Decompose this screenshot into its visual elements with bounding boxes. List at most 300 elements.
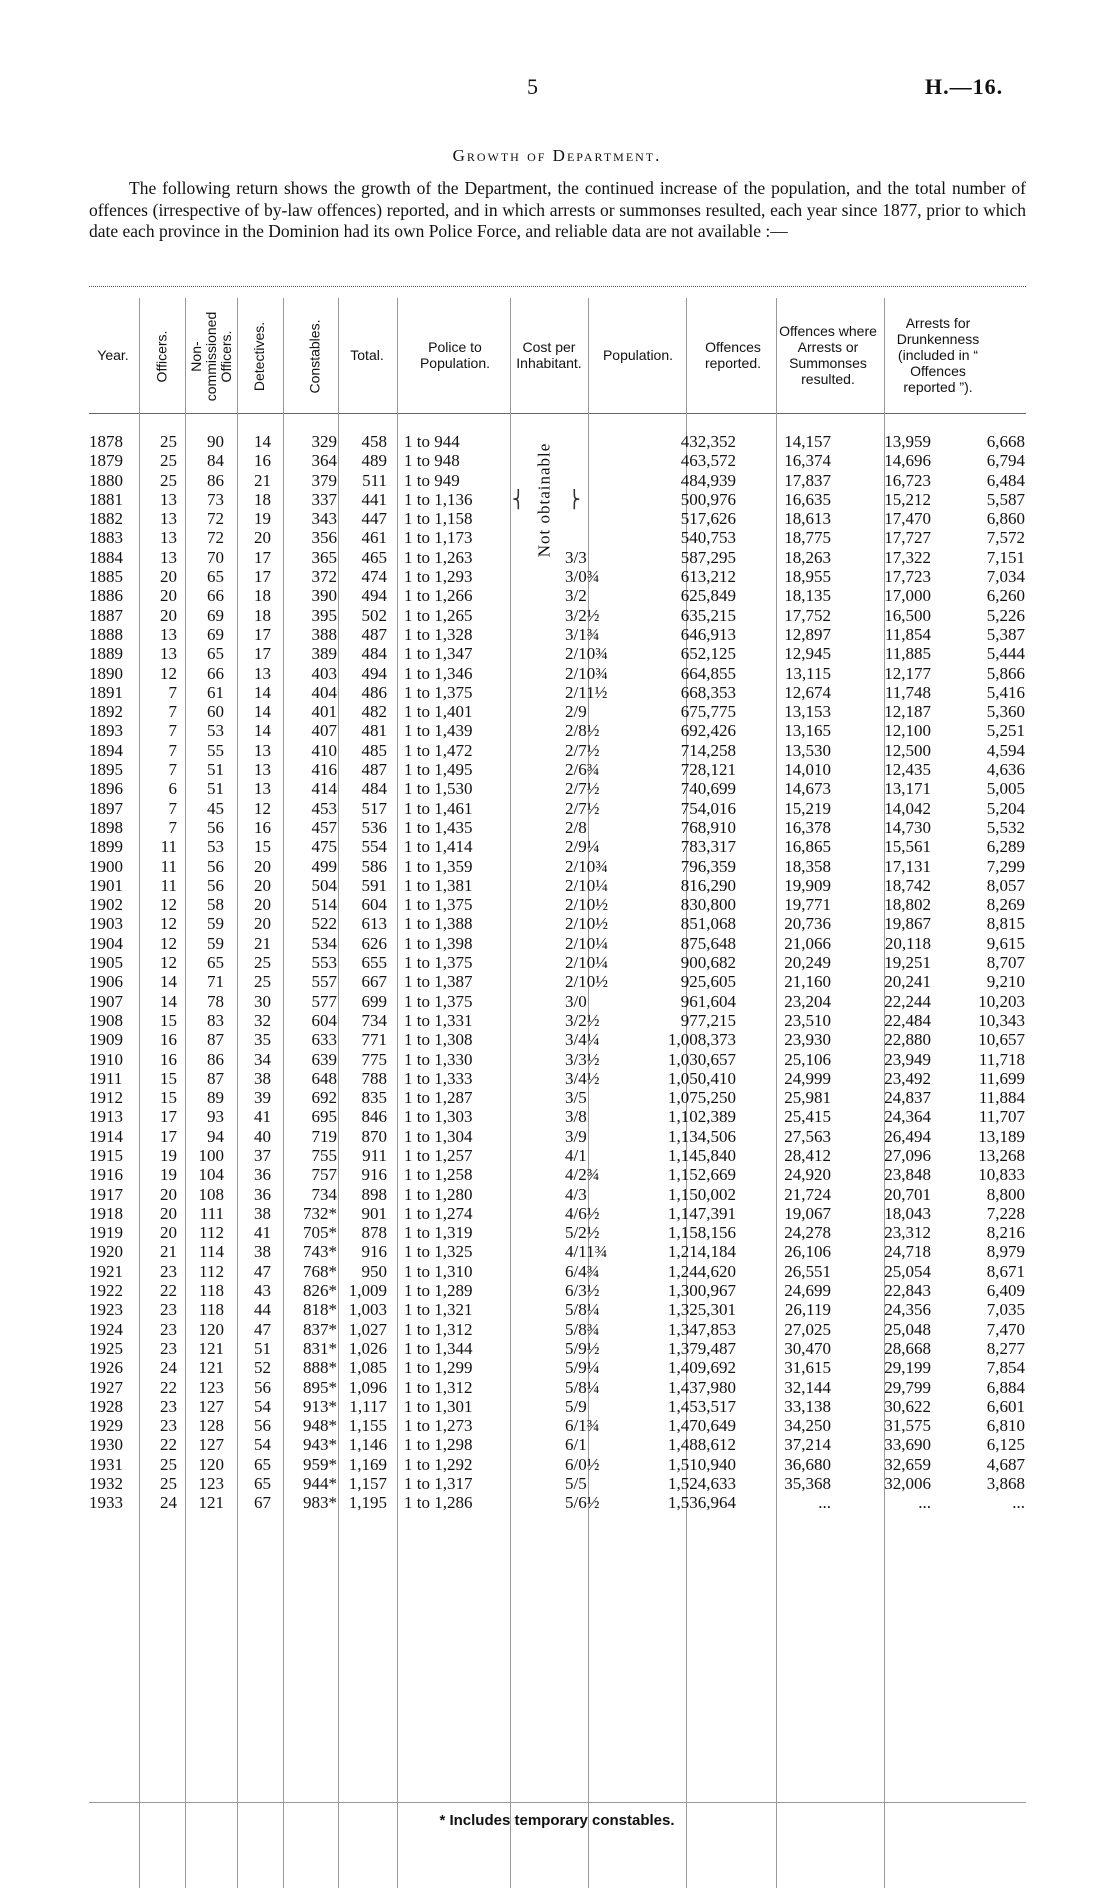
cell-constables: 389 [311,644,337,664]
cell-arrests-summonses: 11,748 [884,682,931,702]
cell-police-to-population: 1 to 1,435 [404,817,473,837]
cell-year: 1908 [89,1010,123,1030]
table-row [89,1320,1026,1339]
cell-drunkenness: 6,860 [986,509,1025,529]
cell-detectives: 18 [254,605,271,625]
cell-year: 1878 [89,432,123,451]
table-row [89,953,1026,972]
cell-nco: 73 [207,489,224,509]
cell-nco: 61 [207,682,224,702]
cell-total: 1,155 [348,1416,387,1436]
cell-cost-per-inhabitant: 3/8 [565,1107,587,1127]
col-header-nco: Non-commissioned Officers. [188,311,235,401]
cell-offences-reported: 25,106 [784,1049,831,1069]
cell-constables: 522 [311,914,337,934]
cell-offences-reported: 13,530 [784,740,831,760]
cell-offences-reported: 26,119 [784,1300,831,1320]
cell-total: 846 [361,1107,387,1127]
cell-drunkenness: 8,671 [986,1261,1025,1281]
cell-cost-per-inhabitant: 5/8¼ [565,1377,600,1397]
cell-year: 1916 [89,1165,123,1185]
cell-constables: 404 [311,682,337,702]
cell-constables: 365 [311,547,337,567]
footnote-rule [89,1802,1026,1803]
cell-arrests-summonses: 18,802 [884,895,931,915]
table-row [89,1416,1026,1435]
cell-year: 1901 [89,875,123,895]
cell-drunkenness: 8,216 [986,1223,1025,1243]
cell-constables: 337 [311,489,337,509]
cell-total: 481 [361,721,387,741]
cell-police-to-population: 1 to 1,401 [404,702,473,722]
cell-arrests-summonses: 16,723 [884,470,931,490]
cell-offences-reported: 12,674 [784,682,831,702]
cell-nco: 128 [198,1416,224,1436]
cell-population: 652,125 [680,644,736,664]
cell-cost-per-inhabitant: 5/2½ [565,1223,600,1243]
cell-police-to-population: 1 to 1,289 [404,1281,473,1301]
cell-police-to-population: 1 to 1,375 [404,682,473,702]
cell-year: 1932 [89,1474,123,1494]
cell-police-to-population: 1 to 1,310 [404,1261,473,1281]
cell-year: 1898 [89,817,123,837]
cell-total: 775 [361,1049,387,1069]
col-header-detectives: Detectives. [251,321,268,391]
cell-offences-reported: 18,263 [784,547,831,567]
cell-year: 1894 [89,740,123,760]
cell-officers: 25 [160,432,177,451]
cell-nco: 65 [207,953,224,973]
cell-constables: 648 [311,1068,337,1088]
cell-police-to-population: 1 to 1,375 [404,991,473,1011]
cell-year: 1911 [89,1068,123,1088]
cell-cost-per-inhabitant: 2/8½ [565,721,600,741]
cell-drunkenness: 13,268 [978,1145,1025,1165]
cell-total: 613 [361,914,387,934]
cell-cost-per-inhabitant: 3/2½ [565,605,600,625]
table-row [89,992,1026,1011]
cell-nco: 66 [207,663,224,683]
cell-detectives: 17 [254,547,271,567]
cell-nco: 78 [207,991,224,1011]
cell-police-to-population: 1 to 1,359 [404,856,473,876]
cell-nco: 87 [207,1030,224,1050]
cell-officers: 20 [160,1223,177,1243]
table-row [89,1262,1026,1281]
cell-total: 1,003 [348,1300,387,1320]
cell-cost-per-inhabitant: 5/8¼ [565,1300,600,1320]
cell-officers: 12 [160,914,177,934]
cell-nco: 66 [207,586,224,606]
cell-total: 494 [361,586,387,606]
cell-offences-reported: 18,613 [784,509,831,529]
cell-nco: 53 [207,837,224,857]
cell-total: 511 [362,470,387,490]
cell-offences-reported: 35,368 [784,1474,831,1494]
cell-constables: 504 [311,875,337,895]
cell-drunkenness: 8,800 [986,1184,1025,1204]
cell-cost-per-inhabitant: 2/10½ [565,972,608,992]
cell-year: 1915 [89,1145,123,1165]
cell-arrests-summonses: 32,659 [884,1454,931,1474]
cell-nco: 58 [207,895,224,915]
cell-detectives: 20 [254,528,271,548]
table-row [89,1300,1026,1319]
cell-detectives: 41 [254,1223,271,1243]
cell-constables: 732* [303,1203,337,1223]
cell-detectives: 38 [254,1242,271,1262]
cell-population: 668,353 [680,682,736,702]
cell-population: 587,295 [680,547,736,567]
cell-police-to-population: 1 to 1,308 [404,1030,473,1050]
cell-officers: 11 [160,837,177,857]
cell-nco: 120 [198,1454,224,1474]
cell-detectives: 20 [254,856,271,876]
cell-detectives: 38 [254,1068,271,1088]
cell-population: 635,215 [680,605,736,625]
cell-nco: 86 [207,470,224,490]
cell-police-to-population: 1 to 1,330 [404,1049,473,1069]
cell-nco: 123 [198,1377,224,1397]
table-row [89,1281,1026,1300]
cell-year: 1881 [89,489,123,509]
cell-drunkenness: 5,416 [986,682,1025,702]
cell-detectives: 39 [254,1088,271,1108]
col-header-total: Total. [350,347,384,363]
cell-population: 1,300,967 [668,1281,736,1301]
cell-arrests-summonses: 11,885 [884,644,931,664]
cell-drunkenness: ... [1012,1493,1025,1513]
cell-offences-reported: 16,378 [784,817,831,837]
cell-constables: 499 [311,856,337,876]
cell-offences-reported: 31,615 [784,1358,831,1378]
cell-population: 1,150,002 [668,1184,736,1204]
table-row [89,606,1026,625]
cell-drunkenness: 5,866 [986,663,1025,683]
cell-police-to-population: 1 to 1,266 [404,586,473,606]
cell-offences-reported: 21,160 [784,972,831,992]
cell-drunkenness: 5,387 [986,624,1025,644]
cell-constables: 639 [311,1049,337,1069]
cell-nco: 108 [198,1184,224,1204]
cell-total: 494 [361,663,387,683]
cell-constables: 395 [311,605,337,625]
cell-nco: 65 [207,567,224,587]
cell-drunkenness: 11,884 [978,1088,1025,1108]
cell-detectives: 13 [254,760,271,780]
cell-arrests-summonses: 12,177 [884,663,931,683]
cell-constables: 356 [311,528,337,548]
cell-constables: 837* [303,1319,337,1339]
cell-cost-per-inhabitant: 2/10¼ [565,953,608,973]
cell-cost-per-inhabitant: 3/4½ [565,1068,600,1088]
cell-police-to-population: 1 to 1,274 [404,1203,473,1223]
cell-constables: 692 [311,1088,337,1108]
cell-offences-reported: 14,010 [784,760,831,780]
cell-arrests-summonses: 12,435 [884,760,931,780]
cell-offences-reported: 26,106 [784,1242,831,1262]
cell-total: 667 [361,972,387,992]
table-row [89,1242,1026,1261]
cell-officers: 25 [160,1474,177,1494]
cell-constables: 743* [303,1242,337,1262]
cell-year: 1909 [89,1030,123,1050]
cell-detectives: 21 [254,470,271,490]
cell-population: 796,359 [680,856,736,876]
cell-arrests-summonses: 25,054 [884,1261,931,1281]
cell-cost-per-inhabitant: 3/3½ [565,1049,600,1069]
cell-year: 1905 [89,953,123,973]
cell-police-to-population: 1 to 1,136 [404,489,473,509]
cell-officers: 20 [160,586,177,606]
table-row [89,1011,1026,1030]
cell-offences-reported: 24,699 [784,1281,831,1301]
cell-officers: 25 [160,451,177,471]
cell-year: 1930 [89,1435,123,1455]
cell-arrests-summonses: 20,118 [884,933,931,953]
cell-offences-reported: ... [818,1493,831,1513]
cell-arrests-summonses: 29,199 [884,1358,931,1378]
cell-officers: 12 [160,933,177,953]
cell-offences-reported: 37,214 [784,1435,831,1455]
table-row [89,895,1026,914]
cell-cost-per-inhabitant: 2/10¾ [565,644,608,664]
cell-cost-per-inhabitant: 4/6½ [565,1203,600,1223]
cell-year: 1885 [89,567,123,587]
cell-nco: 84 [207,451,224,471]
cell-arrests-summonses: 28,668 [884,1338,931,1358]
cell-officers: 7 [168,740,177,760]
cell-year: 1903 [89,914,123,934]
cell-nco: 65 [207,644,224,664]
cell-offences-reported: 23,204 [784,991,831,1011]
cell-drunkenness: 8,707 [986,953,1025,973]
cell-police-to-population: 1 to 1,257 [404,1145,473,1165]
cell-constables: 826* [303,1281,337,1301]
cell-nco: 53 [207,721,224,741]
cell-arrests-summonses: 18,742 [884,875,931,895]
table-row [89,857,1026,876]
cell-constables: 553 [311,953,337,973]
cell-total: 486 [361,682,387,702]
cell-nco: 123 [198,1474,224,1494]
cell-total: 461 [361,528,387,548]
section-title: Growth of Department. [452,146,662,165]
cell-constables: 983* [303,1493,337,1513]
cell-drunkenness: 8,057 [986,875,1025,895]
cell-constables: 577 [311,991,337,1011]
table-row [89,1397,1026,1416]
col-header-cost-per-inhabitant: Cost per Inhabitant. [516,339,582,371]
cell-nco: 69 [207,624,224,644]
cell-total: 911 [362,1145,387,1165]
cell-cost-per-inhabitant: 3/2 [565,586,587,606]
cell-police-to-population: 1 to 1,304 [404,1126,473,1146]
cell-population: 484,939 [680,470,736,490]
cell-drunkenness: 5,226 [986,605,1025,625]
cell-officers: 17 [160,1107,177,1127]
cell-year: 1904 [89,933,123,953]
cell-nco: 59 [207,933,224,953]
cell-offences-reported: 13,153 [784,702,831,722]
cell-year: 1896 [89,779,123,799]
cell-total: 916 [361,1165,387,1185]
cell-arrests-summonses: 20,241 [884,972,931,992]
table-top-rule [89,286,1026,287]
table-row [89,741,1026,760]
table-row [89,1030,1026,1049]
cell-nco: 112 [199,1261,224,1281]
cell-year: 1913 [89,1107,123,1127]
cell-year: 1880 [89,470,123,490]
cell-officers: 15 [160,1088,177,1108]
cell-offences-reported: 28,412 [784,1145,831,1165]
cell-detectives: 13 [254,740,271,760]
cell-cost-per-inhabitant: 3/1¾ [565,624,600,644]
cell-constables: 831* [303,1338,337,1358]
cell-constables: 416 [311,760,337,780]
cell-constables: 410 [311,740,337,760]
cell-constables: 768* [303,1261,337,1281]
cell-year: 1922 [89,1281,123,1301]
cell-year: 1883 [89,528,123,548]
table-row [89,818,1026,837]
cell-constables: 719 [311,1126,337,1146]
cell-arrests-summonses: 24,356 [884,1300,931,1320]
cell-drunkenness: 10,343 [978,1010,1025,1030]
cell-nco: 56 [207,875,224,895]
cell-drunkenness: 11,718 [978,1049,1025,1069]
cell-officers: 20 [160,605,177,625]
cell-constables: 364 [311,451,337,471]
cell-nco: 118 [199,1281,224,1301]
cell-detectives: 14 [254,721,271,741]
cell-officers: 22 [160,1281,177,1301]
table-row [89,451,1026,470]
cell-cost-per-inhabitant: 6/0½ [565,1454,600,1474]
cell-detectives: 15 [254,837,271,857]
cell-detectives: 20 [254,914,271,934]
cell-constables: 343 [311,509,337,529]
cell-police-to-population: 1 to 1,299 [404,1358,473,1378]
cell-cost-per-inhabitant: 5/9 [565,1396,587,1416]
cell-cost-per-inhabitant: 2/10¼ [565,933,608,953]
cell-population: 664,855 [680,663,736,683]
table-row [89,1185,1026,1204]
cell-arrests-summonses: 18,043 [884,1203,931,1223]
cell-detectives: 51 [254,1338,271,1358]
cell-year: 1879 [89,451,123,471]
cell-detectives: 17 [254,644,271,664]
cell-offences-reported: 27,563 [784,1126,831,1146]
cell-nco: 83 [207,1010,224,1030]
cell-arrests-summonses: 15,561 [884,837,931,857]
cell-nco: 121 [198,1493,224,1513]
cell-drunkenness: 5,251 [986,721,1025,741]
cell-offences-reported: 18,135 [784,586,831,606]
cell-detectives: 36 [254,1165,271,1185]
cell-population: 1,379,487 [668,1338,736,1358]
cell-total: 1,009 [348,1281,387,1301]
col-header-drunkenness: Arrests for Drunkenness (included in “ Offences reported ”). [896,315,980,395]
cell-population: 783,317 [680,837,736,857]
col-header-offences-reported: Offences reported. [704,339,762,371]
cell-year: 1886 [89,586,123,606]
cell-population: 613,212 [680,567,736,587]
cell-population: 900,682 [680,953,736,973]
cell-cost-per-inhabitant: 4/1 [565,1145,587,1165]
cell-total: 898 [361,1184,387,1204]
cell-constables: 329 [311,432,337,451]
cell-population: 517,626 [680,509,736,529]
table-row [89,914,1026,933]
cell-nco: 121 [198,1338,224,1358]
cell-drunkenness: 7,034 [986,567,1025,587]
not-obtainable-note: Not obtainable [534,442,553,558]
cell-detectives: 20 [254,895,271,915]
cell-detectives: 32 [254,1010,271,1030]
cell-constables: 372 [311,567,337,587]
cell-year: 1893 [89,721,123,741]
cell-population: 625,849 [680,586,736,606]
cell-population: 1,008,373 [668,1030,736,1050]
cell-officers: 19 [160,1145,177,1165]
cell-detectives: 20 [254,875,271,895]
cell-year: 1924 [89,1319,123,1339]
table-row [89,799,1026,818]
cell-nco: 127 [198,1435,224,1455]
cell-drunkenness: 10,657 [978,1030,1025,1050]
cell-nco: 56 [207,817,224,837]
table-row [89,1339,1026,1358]
cell-cost-per-inhabitant: 6/3½ [565,1281,600,1301]
cell-officers: 16 [160,1049,177,1069]
cell-year: 1902 [89,895,123,915]
cell-total: 835 [361,1088,387,1108]
cell-nco: 72 [207,528,224,548]
cell-population: 1,152,669 [668,1165,736,1185]
cell-total: 487 [361,760,387,780]
col-header-year: Year. [97,347,129,363]
cell-year: 1910 [89,1049,123,1069]
cell-cost-per-inhabitant: 2/9¼ [565,837,600,857]
cell-detectives: 14 [254,702,271,722]
cell-constables: 401 [311,702,337,722]
cell-offences-reported: 18,358 [784,856,831,876]
table-row [89,760,1026,779]
cell-arrests-summonses: 26,494 [884,1126,931,1146]
col-header-constables: Constables. [306,319,323,393]
cell-arrests-summonses: 15,212 [884,489,931,509]
cell-year: 1928 [89,1396,123,1416]
cell-arrests-summonses: 33,690 [884,1435,931,1455]
cell-cost-per-inhabitant: 5/9½ [565,1338,600,1358]
cell-population: 1,102,389 [668,1107,736,1127]
cell-offences-reported: 17,837 [784,470,831,490]
cell-population: 1,147,391 [668,1203,736,1223]
table-row [89,567,1026,586]
cell-year: 1931 [89,1454,123,1474]
cell-population: 768,910 [680,817,736,837]
cell-year: 1884 [89,547,123,567]
cell-cost-per-inhabitant: 4/3 [565,1184,587,1204]
cell-detectives: 16 [254,817,271,837]
cell-offences-reported: 19,909 [784,875,831,895]
cell-constables: 705* [303,1223,337,1243]
cell-year: 1906 [89,972,123,992]
cell-arrests-summonses: 22,244 [884,991,931,1011]
intro-paragraph: The following return shows the growth of the Department, the continued increase of the population, and the total number of offences (irrespective of by-law offences) reported, and in which arrests or summonses resulted, each year since 1877, prior to which date each province in the Dominion had its own Police Force, and reliable data are not available :— [89,178,1026,241]
